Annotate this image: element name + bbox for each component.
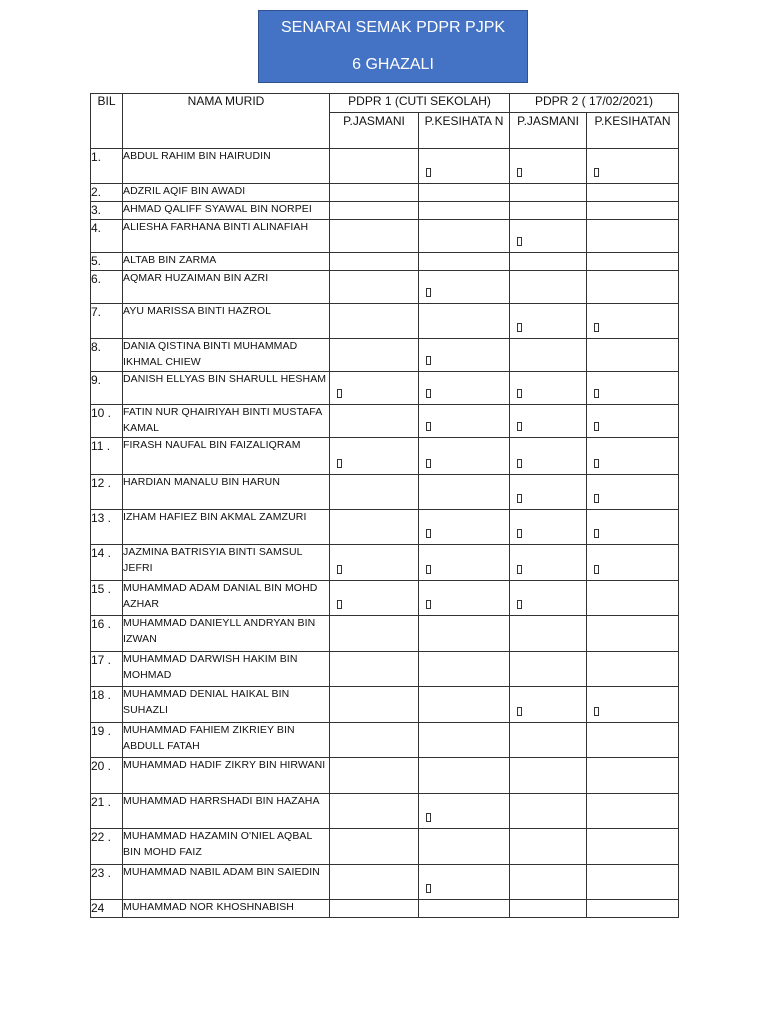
checkmark-icon (594, 422, 599, 434)
checkmark-icon (517, 707, 522, 719)
pdpr1-jasmani-mark-cell (330, 438, 419, 475)
pdpr1-jasmani-mark-cell (330, 616, 419, 652)
pdpr1-kesihatan-mark-cell (419, 339, 510, 372)
pdpr1-jasmani-mark-cell (330, 405, 419, 438)
checkmark-icon (426, 600, 431, 612)
class-name: 6 GHAZALI (352, 56, 434, 73)
pdpr2-kesihatan-mark-cell (587, 900, 679, 918)
pdpr1-jasmani-mark-cell (330, 271, 419, 304)
header-pdpr1-kesihatan: P.KESIHATA N (419, 113, 510, 149)
row-number: 15 . (91, 581, 123, 616)
pdpr1-jasmani-mark-cell (330, 581, 419, 616)
checkmark-icon (594, 459, 599, 471)
student-name: FATIN NUR QHAIRIYAH BINTI MUSTAFA KAMAL (123, 405, 330, 438)
checkmark-icon (337, 389, 342, 401)
pdpr1-jasmani-mark-cell (330, 687, 419, 723)
pdpr2-jasmani-mark-cell (510, 581, 587, 616)
student-name: AHMAD QALIFF SYAWAL BIN NORPEI (123, 202, 330, 220)
pdpr1-kesihatan-mark-cell (419, 372, 510, 405)
student-name: MUHAMMAD DARWISH HAKIM BIN MOHMAD (123, 652, 330, 687)
row-number: 5. (91, 253, 123, 271)
row-number: 6. (91, 271, 123, 304)
pdpr2-kesihatan-mark-cell (587, 865, 679, 900)
row-number: 23 . (91, 865, 123, 900)
pdpr2-kesihatan-mark-cell (587, 220, 679, 253)
pdpr2-kesihatan-mark-cell (587, 202, 679, 220)
table-row (91, 581, 679, 616)
pdpr2-jasmani-mark-cell (510, 271, 587, 304)
student-name: ADZRIL AQIF BIN AWADI (123, 184, 330, 202)
pdpr2-kesihatan-mark-cell (587, 438, 679, 475)
pdpr2-kesihatan-mark-cell (587, 652, 679, 687)
row-number: 11 . (91, 438, 123, 475)
title-banner (258, 10, 528, 83)
pdpr2-kesihatan-mark-cell (587, 510, 679, 545)
table-row (91, 438, 679, 475)
pdpr2-jasmani-mark-cell (510, 253, 587, 271)
checkmark-icon (517, 323, 522, 335)
row-number: 7. (91, 304, 123, 339)
pdpr2-kesihatan-mark-cell (587, 304, 679, 339)
pdpr1-kesihatan-mark-cell (419, 475, 510, 510)
student-name: MUHAMMAD HAZAMIN O'NIEL AQBAL BIN MOHD FAIZ (123, 829, 330, 865)
row-number: 14 . (91, 545, 123, 581)
checkmark-icon (426, 884, 431, 896)
pdpr2-jasmani-mark-cell (510, 865, 587, 900)
pdpr1-jasmani-mark-cell (330, 758, 419, 794)
pdpr1-kesihatan-mark-cell (419, 304, 510, 339)
row-number: 1. (91, 149, 123, 184)
checkmark-icon (337, 600, 342, 612)
pdpr2-jasmani-mark-cell (510, 405, 587, 438)
row-number: 19 . (91, 723, 123, 758)
pdpr2-jasmani-mark-cell (510, 652, 587, 687)
checkmark-icon (426, 422, 431, 434)
checkmark-icon (337, 459, 342, 471)
row-number: 13 . (91, 510, 123, 545)
pdpr1-kesihatan-mark-cell (419, 202, 510, 220)
checkmark-icon (594, 323, 599, 335)
row-number: 17 . (91, 652, 123, 687)
pdpr2-kesihatan-mark-cell (587, 149, 679, 184)
table-row (91, 304, 679, 339)
pdpr1-kesihatan-mark-cell (419, 149, 510, 184)
table-row (91, 758, 679, 794)
checkmark-icon (594, 529, 599, 541)
pdpr1-jasmani-mark-cell (330, 149, 419, 184)
checkmark-icon (594, 494, 599, 506)
checkmark-icon (517, 565, 522, 577)
pdpr2-kesihatan-mark-cell (587, 372, 679, 405)
checkmark-icon (426, 529, 431, 541)
table-row (91, 253, 679, 271)
header-pdpr2-kesihatan: P.KESIHATAN (587, 113, 679, 149)
pdpr2-jasmani-mark-cell (510, 184, 587, 202)
student-name: ALTAB BIN ZARMA (123, 253, 330, 271)
table-row (91, 900, 679, 918)
pdpr2-jasmani-mark-cell (510, 149, 587, 184)
pdpr1-jasmani-mark-cell (330, 184, 419, 202)
pdpr1-kesihatan-mark-cell (419, 510, 510, 545)
pdpr1-kesihatan-mark-cell (419, 723, 510, 758)
pdpr2-jasmani-mark-cell (510, 438, 587, 475)
pdpr2-jasmani-mark-cell (510, 829, 587, 865)
row-number: 3. (91, 202, 123, 220)
pdpr2-jasmani-mark-cell (510, 510, 587, 545)
pdpr2-jasmani-mark-cell (510, 339, 587, 372)
pdpr1-kesihatan-mark-cell (419, 220, 510, 253)
page-title: SENARAI SEMAK PDPR PJPK (280, 19, 506, 36)
header-name: NAMA MURID (123, 94, 330, 149)
pdpr1-kesihatan-mark-cell (419, 438, 510, 475)
checkmark-icon (517, 422, 522, 434)
header-pdpr2-jasmani: P.JASMANI (510, 113, 587, 149)
checkmark-icon (594, 565, 599, 577)
pdpr1-jasmani-mark-cell (330, 475, 419, 510)
table-row (91, 794, 679, 829)
row-number: 22 . (91, 829, 123, 865)
pdpr2-kesihatan-mark-cell (587, 723, 679, 758)
table-row (91, 271, 679, 304)
checkmark-icon (517, 529, 522, 541)
pdpr2-jasmani-mark-cell (510, 900, 587, 918)
pdpr1-kesihatan-mark-cell (419, 616, 510, 652)
pdpr1-kesihatan-mark-cell (419, 545, 510, 581)
student-name: DANISH ELLYAS BIN SHARULL HESHAM (123, 372, 330, 405)
table-row (91, 652, 679, 687)
pdpr1-jasmani-mark-cell (330, 829, 419, 865)
pdpr1-kesihatan-mark-cell (419, 829, 510, 865)
pdpr2-jasmani-mark-cell (510, 616, 587, 652)
pdpr2-jasmani-mark-cell (510, 372, 587, 405)
table-row (91, 372, 679, 405)
header-group-pdpr2: PDPR 2 ( 17/02/2021) (510, 94, 679, 113)
checkmark-icon (426, 356, 431, 368)
pdpr1-jasmani-mark-cell (330, 339, 419, 372)
checkmark-icon (426, 813, 431, 825)
pdpr1-jasmani-mark-cell (330, 510, 419, 545)
pdpr1-jasmani-mark-cell (330, 865, 419, 900)
student-name: MUHAMMAD FAHIEM ZIKRIEY BIN ABDULL FATAH (123, 723, 330, 758)
pdpr2-kesihatan-mark-cell (587, 581, 679, 616)
checkmark-icon (594, 707, 599, 719)
row-number: 8. (91, 339, 123, 372)
row-number: 24 (91, 900, 123, 918)
pdpr2-jasmani-mark-cell (510, 304, 587, 339)
pdpr2-kesihatan-mark-cell (587, 687, 679, 723)
table-row (91, 545, 679, 581)
row-number: 21 . (91, 794, 123, 829)
pdpr1-jasmani-mark-cell (330, 900, 419, 918)
student-name: MUHAMMAD DENIAL HAIKAL BIN SUHAZLI (123, 687, 330, 723)
checkmark-icon (517, 168, 522, 180)
checkmark-icon (517, 494, 522, 506)
pdpr1-kesihatan-mark-cell (419, 794, 510, 829)
pdpr2-kesihatan-mark-cell (587, 758, 679, 794)
pdpr1-kesihatan-mark-cell (419, 405, 510, 438)
pdpr2-kesihatan-mark-cell (587, 545, 679, 581)
pdpr1-jasmani-mark-cell (330, 545, 419, 581)
pdpr1-kesihatan-mark-cell (419, 271, 510, 304)
table-row (91, 475, 679, 510)
row-number: 2. (91, 184, 123, 202)
pdpr2-kesihatan-mark-cell (587, 253, 679, 271)
pdpr2-jasmani-mark-cell (510, 202, 587, 220)
checkmark-icon (594, 389, 599, 401)
pdpr1-kesihatan-mark-cell (419, 253, 510, 271)
row-number: 18 . (91, 687, 123, 723)
row-number: 10 . (91, 405, 123, 438)
pdpr2-kesihatan-mark-cell (587, 405, 679, 438)
checkmark-icon (517, 237, 522, 249)
pdpr2-kesihatan-mark-cell (587, 794, 679, 829)
checkmark-icon (426, 168, 431, 180)
checkmark-icon (594, 168, 599, 180)
student-name: HARDIAN MANALU BIN HARUN (123, 475, 330, 510)
pdpr1-kesihatan-mark-cell (419, 865, 510, 900)
pdpr1-jasmani-mark-cell (330, 794, 419, 829)
pdpr2-jasmani-mark-cell (510, 687, 587, 723)
pdpr1-kesihatan-mark-cell (419, 758, 510, 794)
table-row (91, 202, 679, 220)
student-name: JAZMINA BATRISYIA BINTI SAMSUL JEFRI (123, 545, 330, 581)
header-pdpr1-jasmani: P.JASMANI (330, 113, 419, 149)
table-row (91, 184, 679, 202)
pdpr2-kesihatan-mark-cell (587, 339, 679, 372)
pdpr1-kesihatan-mark-cell (419, 900, 510, 918)
table-row (91, 510, 679, 545)
pdpr1-jasmani-mark-cell (330, 253, 419, 271)
checkmark-icon (517, 600, 522, 612)
header-bil: BIL (91, 94, 123, 149)
pdpr2-kesihatan-mark-cell (587, 475, 679, 510)
checklist-table (90, 93, 679, 918)
row-number: 9. (91, 372, 123, 405)
row-number: 16 . (91, 616, 123, 652)
student-name: MUHAMMAD ADAM DANIAL BIN MOHD AZHAR (123, 581, 330, 616)
checkmark-icon (517, 389, 522, 401)
table-row (91, 405, 679, 438)
student-name: ALIESHA FARHANA BINTI ALINAFIAH (123, 220, 330, 253)
header-group-pdpr1: PDPR 1 (CUTI SEKOLAH) (330, 94, 510, 113)
checkmark-icon (426, 288, 431, 300)
row-number: 20 . (91, 758, 123, 794)
row-number: 12 . (91, 475, 123, 510)
student-name: FIRASH NAUFAL BIN FAIZALIQRAM (123, 438, 330, 475)
pdpr2-jasmani-mark-cell (510, 545, 587, 581)
table-row (91, 616, 679, 652)
table-row (91, 687, 679, 723)
pdpr1-jasmani-mark-cell (330, 723, 419, 758)
pdpr1-jasmani-mark-cell (330, 304, 419, 339)
pdpr2-jasmani-mark-cell (510, 475, 587, 510)
checkmark-icon (337, 565, 342, 577)
table-row (91, 829, 679, 865)
pdpr1-kesihatan-mark-cell (419, 652, 510, 687)
pdpr2-kesihatan-mark-cell (587, 271, 679, 304)
pdpr2-kesihatan-mark-cell (587, 616, 679, 652)
student-name: MUHAMMAD HARRSHADI BIN HAZAHA (123, 794, 330, 829)
student-name: MUHAMMAD NOR KHOSHNABISH (123, 900, 330, 918)
student-name: AYU MARISSA BINTI HAZROL (123, 304, 330, 339)
pdpr1-jasmani-mark-cell (330, 220, 419, 253)
pdpr2-kesihatan-mark-cell (587, 184, 679, 202)
table-row (91, 339, 679, 372)
student-name: ABDUL RAHIM BIN HAIRUDIN (123, 149, 330, 184)
pdpr1-kesihatan-mark-cell (419, 184, 510, 202)
pdpr2-kesihatan-mark-cell (587, 829, 679, 865)
checkmark-icon (426, 389, 431, 401)
pdpr1-jasmani-mark-cell (330, 202, 419, 220)
checkmark-icon (426, 459, 431, 471)
student-name: MUHAMMAD DANIEYLL ANDRYAN BIN IZWAN (123, 616, 330, 652)
student-name: IZHAM HAFIEZ BIN AKMAL ZAMZURI (123, 510, 330, 545)
pdpr1-jasmani-mark-cell (330, 372, 419, 405)
pdpr1-kesihatan-mark-cell (419, 687, 510, 723)
student-name: DANIA QISTINA BINTI MUHAMMAD IKHMAL CHIEW (123, 339, 330, 372)
checkmark-icon (426, 565, 431, 577)
table-row (91, 149, 679, 184)
student-name: MUHAMMAD NABIL ADAM BIN SAIEDIN (123, 865, 330, 900)
pdpr2-jasmani-mark-cell (510, 794, 587, 829)
table-row (91, 723, 679, 758)
student-name: MUHAMMAD HADIF ZIKRY BIN HIRWANI (123, 758, 330, 794)
pdpr1-jasmani-mark-cell (330, 652, 419, 687)
student-name: AQMAR HUZAIMAN BIN AZRI (123, 271, 330, 304)
checkmark-icon (517, 459, 522, 471)
row-number: 4. (91, 220, 123, 253)
pdpr2-jasmani-mark-cell (510, 758, 587, 794)
table-row (91, 220, 679, 253)
pdpr2-jasmani-mark-cell (510, 220, 587, 253)
table-row (91, 865, 679, 900)
pdpr1-kesihatan-mark-cell (419, 581, 510, 616)
pdpr2-jasmani-mark-cell (510, 723, 587, 758)
